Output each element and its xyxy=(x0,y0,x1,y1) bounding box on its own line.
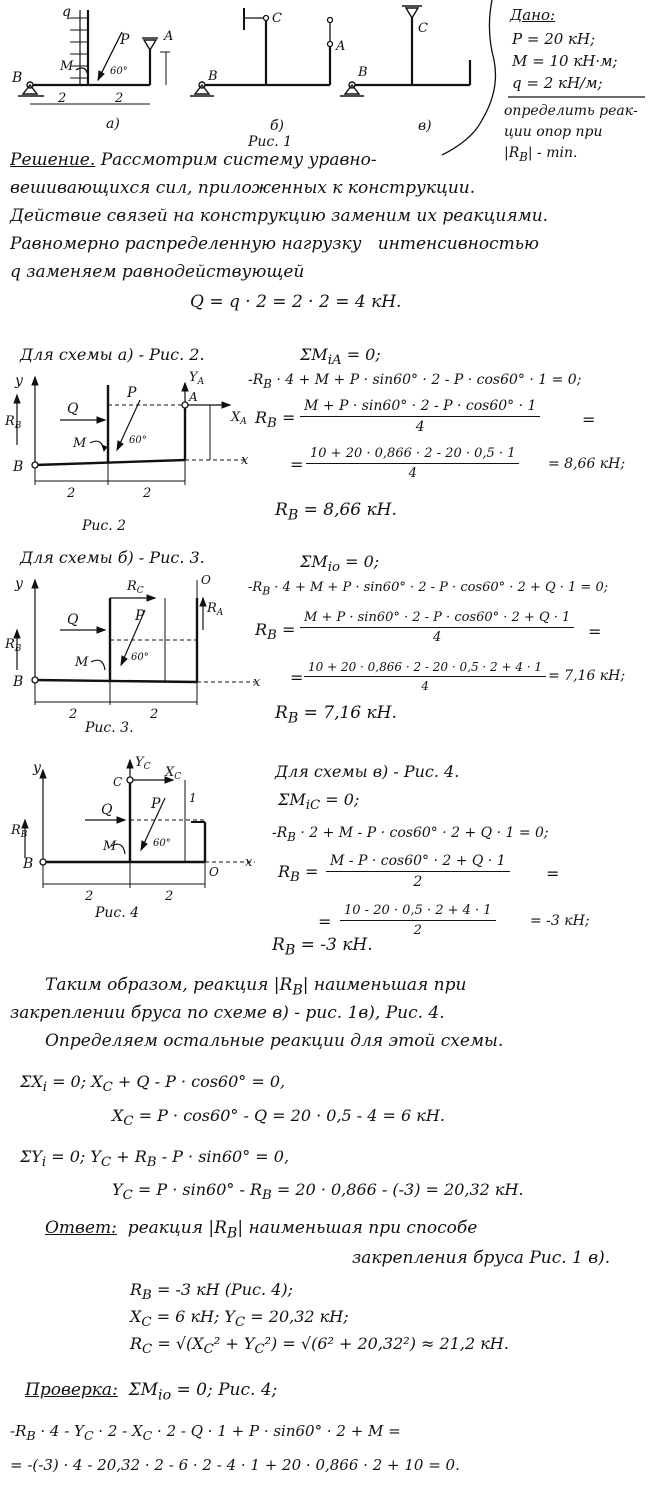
fig3-p: P xyxy=(135,608,145,624)
fig1b-b-label: B xyxy=(208,69,218,84)
solution-line-2: вешивающихся сил, приложенных к конструкции. xyxy=(10,178,476,198)
figure-3 xyxy=(5,570,265,730)
fig3-rb: $R_B$ xyxy=(5,637,22,654)
scheme-b-heading: Для схемы б) - Рис. 3. xyxy=(20,548,205,567)
fig1-a-label: A xyxy=(164,29,174,44)
fig1b-c-label: C xyxy=(272,11,282,26)
fig4-p: P xyxy=(151,796,161,812)
fig3-o: O xyxy=(201,573,211,587)
solution-line-5: q заменяем равнодействующей xyxy=(10,262,305,282)
scheme-v-fraction-2: $\frac{10 - 20 \cdot 0,5 \cdot 2 + 4 \cdot 1}{2}$ xyxy=(340,903,496,938)
fig1-q-label: q xyxy=(62,4,71,20)
scheme-a-heading: Для схемы а) - Рис. 2. xyxy=(20,345,205,364)
scheme-b-fraction-1: $\frac{M + P \cdot \sin 60^\circ \cdot 2 - P \cdot \cos 60^\circ \cdot 2 + Q \cdot 1}{4}$ xyxy=(300,610,574,645)
scheme-b-fraction-result: = 7,16 кН; xyxy=(548,668,626,684)
fig3-dim2: 2 xyxy=(150,707,159,722)
fig2-xa: $X_A$ xyxy=(231,410,247,427)
fig2-angle: 60° xyxy=(129,435,147,446)
fig2-q: Q xyxy=(67,401,79,417)
conclusion-line-3: Определяем остальные реакции для этой схемы. xyxy=(45,1031,504,1051)
fig1-angle-label: 60° xyxy=(110,66,128,77)
fig4-x: x xyxy=(245,855,253,870)
fig4-c: C xyxy=(113,775,123,789)
fig2-x: x xyxy=(241,453,249,468)
scheme-v-heading: Для схемы в) - Рис. 4. xyxy=(275,762,460,781)
fig3-dim1: 2 xyxy=(69,707,78,722)
scheme-v-equation: $-R_B \cdot 2 + M - P \cdot \cos 60^\circ \cdot 2 + Q \cdot 1 = 0$; xyxy=(272,825,549,844)
fig2-rb: $R_B$ xyxy=(5,414,22,431)
fig4-xc: $X_C$ xyxy=(165,765,182,782)
solution-line-3: Действие связей на конструкцию заменим их реакциями. xyxy=(10,206,549,226)
fig2-caption: Рис. 2 xyxy=(82,518,127,534)
scheme-b-equation: $-R_B \cdot 4 + M + P \cdot \sin 60^\circ \cdot 2 - P \cdot \cos 60^\circ \cdot 2 + Q \cdot 1 = 0$; xyxy=(248,580,609,598)
fig4-dim2: 2 xyxy=(165,889,174,904)
fig4-dim1: 2 xyxy=(85,889,94,904)
scheme-b-sum: $\Sigma M_{io} = 0$; xyxy=(300,552,380,576)
fig1-p-label: P xyxy=(120,32,130,48)
xc-result: $X_C = P \cdot \cos 60^\circ - Q = 20 \cdot 0,5 - 4 = 6$ кН. xyxy=(112,1106,445,1130)
fig3-q: Q xyxy=(67,612,79,628)
fig2-b: B xyxy=(13,459,24,475)
fig4-angle: 60° xyxy=(153,838,171,849)
given-p: P = 20 кН; xyxy=(512,30,596,48)
fig2-a: A xyxy=(189,390,198,404)
fig1v-b-label: B xyxy=(358,65,368,80)
scheme-v-result: $R_B = -3$ кН. xyxy=(272,935,373,959)
solution-line-4: Равномерно распределенную нагрузку интенсивностью xyxy=(10,234,539,254)
fig1-dim1: 2 xyxy=(58,91,67,106)
given-q: q = 2 кН/м; xyxy=(512,74,603,92)
fig3-angle: 60° xyxy=(131,652,149,663)
given-m: M = 10 кН·м; xyxy=(512,52,618,70)
scheme-v-eq-sign-2: = xyxy=(318,912,332,931)
scheme-b-fraction-2: $\frac{10 + 20 \cdot 0,866 \cdot 2 - 20 \cdot 0,5 \cdot 2 + 4 \cdot 1}{4}$ xyxy=(304,660,546,693)
fig4-q: Q xyxy=(101,802,113,818)
fig4-o: O xyxy=(209,865,219,879)
scheme-b-eq-sign-2: = xyxy=(290,668,304,687)
given-task-2: ции опор при xyxy=(504,124,603,140)
fig2-dim1: 2 xyxy=(67,486,76,501)
answer-line-1: Ответ: реакция $|R_B|$ наименьшая при способе xyxy=(45,1218,478,1242)
scheme-b-eq-sign: = xyxy=(588,622,602,641)
scheme-a-fraction-result: = 8,66 кН; xyxy=(548,456,626,472)
fig3-ra: $R_A$ xyxy=(207,601,224,618)
yc-result: $Y_C = P \cdot \sin 60^\circ - R_B = 20 \cdot 0,866 - (-3) = 20,32$ кН. xyxy=(112,1180,524,1204)
answer-rb: $R_B = -3$ кН (Рис. 4); xyxy=(130,1280,293,1304)
fig3-x: x xyxy=(253,675,261,690)
scheme-a-fraction-1: $\frac{M + P \cdot \sin 60^\circ \cdot 2 - P \cdot \cos 60^\circ \cdot 1}{4}$ xyxy=(300,398,540,435)
fig2-m: M xyxy=(73,436,87,451)
fig1-caption: Рис. 1 xyxy=(248,134,293,150)
fig4-y: y xyxy=(33,760,41,776)
fig4-m: M xyxy=(103,839,117,854)
scheme-v-eq-sign: = xyxy=(546,864,560,883)
scheme-v-fraction-1: $\frac{M - P \cdot \cos 60^\circ \cdot 2 + Q \cdot 1}{2}$ xyxy=(326,853,510,890)
sum-y-equation: $\Sigma Y_i = 0$; $Y_C + R_B - P \cdot \sin 60^\circ = 0$, xyxy=(20,1147,290,1171)
fig4-rb: $R_B$ xyxy=(11,823,28,840)
scheme-a-eq-sign: = xyxy=(582,410,596,429)
fig2-ya: $Y_A$ xyxy=(189,370,205,387)
fig3-rc: $R_C$ xyxy=(127,579,144,596)
scheme-b-rb-label: $R_B$ = xyxy=(255,620,296,644)
fig4-b: B xyxy=(23,856,34,872)
scheme-a-equation: $-R_B \cdot 4 + M + P \cdot \sin 60^\circ \cdot 2 - P \cdot \cos 60^\circ \cdot 1 = 0$; xyxy=(248,372,582,391)
fig1v-c-label: C xyxy=(418,21,428,36)
fig4-yc: $Y_C$ xyxy=(135,755,151,772)
solution-line-6: Q = q · 2 = 2 · 2 = 4 кН. xyxy=(190,292,402,312)
answer-line-2: закрепления бруса Рис. 1 в). xyxy=(352,1248,611,1268)
fig1b-a-label: A xyxy=(336,39,346,54)
scheme-a-sum: $\Sigma M_{iA} = 0$; xyxy=(300,345,381,369)
fig1-b-label: B xyxy=(12,70,23,86)
fig4-caption: Рис. 4 xyxy=(95,905,140,921)
fig1-m-label: M xyxy=(60,59,74,74)
fig1-sub-v: в) xyxy=(418,118,432,134)
sum-x-equation: $\Sigma X_i = 0$; $X_C + Q - P \cdot \cos 60^\circ = 0$, xyxy=(20,1072,286,1096)
fig1-dim2: 2 xyxy=(115,91,124,106)
fig2-dim2: 2 xyxy=(143,486,152,501)
figure-4 xyxy=(5,750,265,910)
fig2-p: P xyxy=(127,385,137,401)
scheme-a-result: $R_B = 8,66$ кН. xyxy=(275,500,397,524)
conclusion-line-1: Таким образом, реакция $|R_B|$ наименьшая при xyxy=(45,975,467,999)
scheme-v-fraction-result: = -3 кН; xyxy=(530,913,590,929)
scheme-v-rb-label: $R_B$ = xyxy=(278,862,319,886)
scheme-b-result: $R_B = 7,16$ кН. xyxy=(275,703,397,727)
figure-1 xyxy=(0,0,480,150)
fig3-m: M xyxy=(75,655,89,670)
fig3-y: y xyxy=(15,576,23,592)
scheme-a-fraction-2: $\frac{10 + 20 \cdot 0,866 \cdot 2 - 20 \cdot 0,5 \cdot 1}{4}$ xyxy=(306,446,519,481)
given-title: Дано: xyxy=(510,6,556,24)
check-line: Проверка: $\Sigma M_{io} = 0$; Рис. 4; xyxy=(25,1380,278,1404)
fig1-sub-a: а) xyxy=(106,116,120,132)
given-task-1: определить реак- xyxy=(504,103,638,119)
check-equation-1: $-R_B \cdot 4 - Y_C \cdot 2 - X_C \cdot 2 - Q \cdot 1 + P \cdot \sin 60^\circ \cdot 2 + M$ = xyxy=(10,1422,401,1443)
scheme-v-sum: $\Sigma M_{iC} = 0$; xyxy=(278,790,360,814)
fig3-caption: Рис. 3. xyxy=(85,720,134,736)
fig2-y: y xyxy=(15,373,23,389)
fig3-b: B xyxy=(13,674,24,690)
solution-line-1: Решение. Рассмотрим систему уравно- xyxy=(10,150,377,170)
fig1-sub-b: б) xyxy=(270,118,285,134)
scheme-a-rb-label: $R_B$ = xyxy=(255,408,296,432)
fig4-one: 1 xyxy=(189,791,197,805)
check-equation-2: = -(-3) · 4 - 20,32 · 2 - 6 · 2 - 4 · 1 + 20 · 0,866 · 2 + 10 = 0. xyxy=(10,1456,460,1474)
given-task-3: $|R_B|$ - min. xyxy=(504,145,578,164)
figure-2 xyxy=(5,365,255,545)
answer-xc-yc: $X_C = 6$ кН; $Y_C = 20,32$ кН; xyxy=(130,1307,349,1331)
conclusion-line-2: закреплении бруса по схеме в) - рис. 1в), Рис. 4. xyxy=(10,1003,445,1023)
scheme-a-eq-sign-2: = xyxy=(290,455,304,474)
answer-rc: $R_C = √(X_C^2 + Y_C^2) = √(6^2 + 20,32^2) \approx 21,2$ кН. xyxy=(130,1334,509,1358)
